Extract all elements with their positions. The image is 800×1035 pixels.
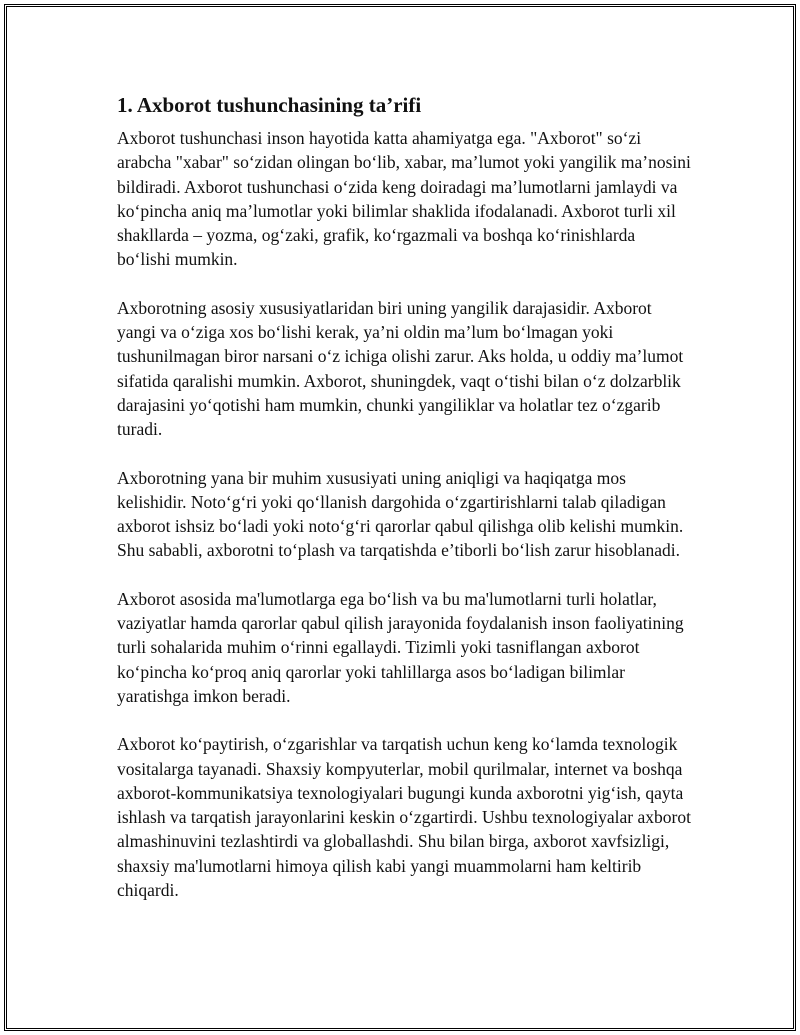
document-body [117, 92, 692, 926]
paragraph-5: Axborot ko‘paytirish, o‘zgarishlar va tarqatish uchun keng ko‘lamda texnologik vositalarga tayanadi. Shaxsiy kompyuterlar, mobil qurilmalar, internet va boshqa axborot-kommunikatsiya texnologiyalari bugungi kunda axborotni yig‘ish, qayta ishlash va tarqatish jarayonlarini keskin o‘zgartirdi. Ushbu texnologiyalar axborot almashinuvini tezlashtirdi va globallashdi. Shu bilan birga, axborot xavfsizligi, shaxsiy ma'lumotlarni himoya qilish kabi yangi muammolarni ham keltirib chiqardi. [117, 734, 691, 901]
paragraph-1: Axborot tushunchasi inson hayotida katta ahamiyatga ega. "Axborot" so‘zi arabcha "xabar" so‘zidan olingan bo‘lib, xabar, ma’lumot yoki yangilik ma’nosini bildiradi. Axborot tushunchasi o‘zida keng doiradagi ma’lumotlarni jamlaydi va ko‘pincha aniq ma’lumotlar yoki bilimlar shaklida ifodalanadi. Axborot turli xil shakllarda – yozma, og‘zaki, grafik, ko‘rgazmali va boshqa ko‘rinishlarda bo‘lishi mumkin. [117, 128, 691, 270]
paragraph-4: Axborot asosida ma'lumotlarga ega bo‘lish va bu ma'lumotlarni turli holatlar, vaziyatlar hamda qarorlar qabul qilish jarayonida foydalanish inson faoliyatining turli sohalarida muhim o‘rinni egallaydi. Tizimli yoki tasniflangan axborot ko‘pincha ko‘proq aniq qarorlar yoki tahlillarga asos bo‘ladigan bilimlar yaratishga imkon beradi. [117, 588, 684, 706]
paragraph-2: Axborotning asosiy xususiyatlaridan biri uning yangilik darajasidir. Axborot yangi va o‘ziga xos bo‘lishi kerak, ya’ni oldin ma’lum bo‘lmagan yoki tushunilmagan biror narsani o‘z ichiga olishi zarur. Aks holda, u oddiy ma’lumot sifatida qaralishi mumkin. Axborot, shuningdek, vaqt o‘tishi bilan o‘z dolzarblik darajasini yo‘qotishi ham mumkin, chunki yangiliklar va holatlar tez o‘zgarib turadi. [117, 297, 684, 440]
section-title: 1. Axborot tushunchasining ta’rifi [117, 93, 422, 117]
paragraph-3: Axborotning yana bir muhim xususiyati uning aniqligi va haqiqatga mos kelishidir. Noto‘g‘ri yoki qo‘llanish dargohida o‘zgartirishlarni talab qiladigan axborot ishsiz bo‘ladi yoki noto‘g‘ri qarorlar qabul qilishga olib kelishi mumkin. Shu sababli, axborotni to‘plash va tarqatishda e’tiborli bo‘lish zarur hisoblanadi. [117, 467, 684, 561]
